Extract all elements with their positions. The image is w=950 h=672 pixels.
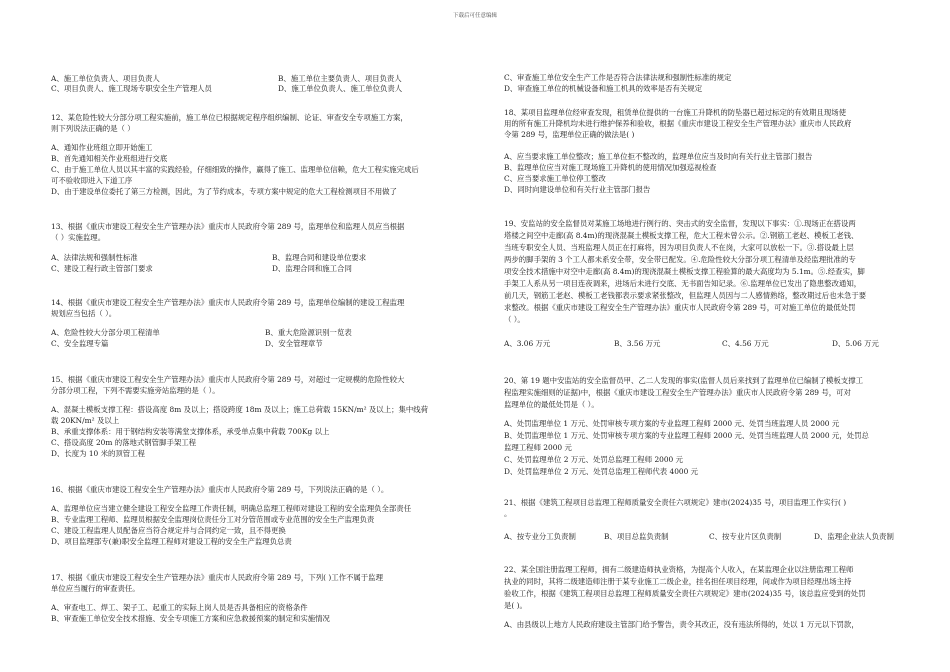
q18-option: B、监理单位应当对施工现场施工升降机的使用情况加强巡视检查 — [504, 163, 717, 172]
q13-option-d: D、监理合同和施工合同 — [272, 264, 352, 273]
q20-option: A、处罚监理单位 1 万元、处罚审核专项方案的专业监理工程师 2000 元、处罚当班监理人员 2000 元 — [504, 419, 840, 428]
q19-line: （ ）。 — [504, 315, 525, 324]
q21-option-a: A、按专业分工负责制 — [504, 532, 576, 541]
q12-option: C、由于施工单位人员以其丰富的实践经验，仔细细致的操作，赢得了施工、监理单位信赖，危大工程实施完成后 — [51, 165, 419, 174]
q20-line: 20、第 19 题中安监站的安全监督员甲、乙二人发现的事实(监督人员后来找到了监理单位已编制了模板支撑工 — [504, 376, 863, 385]
q13-line: 13、根据《重庆市建设工程安全生产管理办法》重庆市人民政府令第 289 号，监理单位和监理人员应当根据 — [51, 222, 405, 231]
q12-option: 可不验收即进入下道工序 — [51, 176, 133, 185]
q16-option: B、专业监理工程师、监理员根据安全监理岗位责任分工对分管范围或专业范围的安全生产监理负责 — [51, 515, 375, 524]
q19-line: 塔楼之间空中走廊(高 8.4m)的现浇混凝土模板支撑工程，危大工程未曾公示。②.钢筋工老赵、模板工老钱、 — [504, 231, 859, 240]
q19-line: 前几天，钢筋工老赵、模板工老钱都表示要求紧张整改，但监理人员因与二人感情熟络，整改期过后也未急于要 — [504, 291, 867, 300]
q22-line: 验收工作，根据《建筑工程项目总监理工程师质量安全责任六项规定》建市(2024)35 号，该总监应受到的处罚 — [504, 589, 866, 598]
q17-line: 17、根据《重庆市建设工程安全生产管理办法》重庆市人民政府令第 289 号，下列( )工作不属于监理 — [51, 573, 383, 582]
q17-line: 单位应当履行的审查责任。 — [51, 584, 140, 593]
q20-line: 监理单位的最低处罚是（ ）。 — [504, 400, 599, 409]
q17-option: D、审查施工单位的机械设备和施工机具的效率是否有关规定 — [504, 84, 703, 93]
q20-option: B、处罚监理单位 1 万元、处罚审核专项方案的专业监理工程师 2000 元、处罚当班监理人员 2000 元，处罚总 — [504, 431, 869, 440]
q18-line: 令第 289 号，监理单位正确的做法是( ) — [504, 130, 635, 139]
q12-option: A、通知作业班组立即开始施工 — [51, 143, 153, 152]
q14-option-b: B、重大危险源识别一览表 — [265, 328, 352, 337]
q19-option-a: A、3.06 万元 — [504, 339, 551, 348]
q15-option: D、长度为 10 米的顶管工程 — [51, 449, 145, 458]
q15-option: 载 20KN/m² 及以上 — [51, 416, 120, 425]
q15-option: A、混凝土模板支撑工程：搭设高度 8m 及以上；搭设跨度 18m 及以上；施工总荷载 15KN/m² 及以上；集中线荷 — [51, 405, 429, 414]
q11-option-a: A、施工单位负责人、项目负责人 — [51, 74, 160, 83]
q19-line: 手架工人系从另一项目连夜调来，进场后未进行交底、无书面告知记录。⑥.监理单位已发出了隐患整改通知， — [504, 279, 862, 288]
q20-option: D、处罚监理单位 2 万元、处罚总监理工程师代表 4000 元 — [504, 467, 699, 476]
q17-option: B、审查施工单位安全技术措施、安全专项施工方案和应急救援预案的制定和实施情况 — [51, 614, 330, 623]
q12-option: B、首先通知相关作业班组进行交底 — [51, 154, 168, 163]
q19-option-c: C、4.56 万元 — [722, 339, 769, 348]
q19-line: 19、安监站的安全监督员对某施工场地进行例行的、突击式的安全监督，发现以下事实：①.现场正在搭设两 — [504, 219, 856, 228]
q21-option-c: C、按专业片区负责制 — [709, 532, 782, 541]
q22-line: 22、某全国注册监理工程师，拥有二级建造师执业资格，为提高个人收入，在某监理企业以注册监理工程师 — [504, 565, 854, 574]
q19-line: 求整改。根据《重庆市建设工程安全生产管理办法》重庆市人民政府令第 289 号，可对施工单位的最低处罚 — [504, 303, 856, 312]
q21-option-b: B、项目总监负责制 — [604, 532, 669, 541]
q21-option-d: D、监理企业法人负责制 — [814, 532, 894, 541]
q22-line: 是( )。 — [504, 601, 527, 610]
q16-option: D、项目监理部专(兼)职安全监理工程师对建设工程的安全生产监理负总责 — [51, 537, 292, 546]
q20-line: 程监理实施细则的证据)中，根据《重庆市建设工程安全生产管理办法》重庆市人民政府令第 289 号，可对 — [504, 388, 851, 397]
q13-option-c: C、建设工程行政主管部门要求 — [51, 264, 153, 273]
q21-line: 21、根据《建筑工程项目总监理工程师质量安全责任六项规定》建市(2024)35 号，项目监理工作实行( ) — [504, 498, 847, 507]
q19-line: 项安全技术措施中对空中走廊(高 8.4m)的现浇混凝土模板支撑工程验算的最大高度均为 5.1m。⑤.经查实，脚 — [504, 267, 865, 276]
q16-option: C、建设工程监理人员配备应当符合规定并与合同约定一致，且不得更换 — [51, 526, 286, 535]
q16-line: 16、根据《重庆市建设工程安全生产管理办法》重庆市人民政府令第 289 号，下列说法正确的是（ ）。 — [51, 485, 389, 494]
q11-option-c: C、项目负责人、施工现场专职安全生产管理人员 — [51, 84, 212, 93]
q12-line: 则下列说法正确的是（ ） — [51, 124, 135, 133]
q16-option: A、监理单位应当建立健全建设工程安全监理工作责任制，明确总监理工程师对建设工程的安全监理负全部责任 — [51, 504, 412, 513]
q15-line: 15、根据《重庆市建设工程安全生产管理办法》重庆市人民政府令第 289 号，对超过一定规模的危险性较大 — [51, 375, 405, 384]
q13-option-b: B、监理合同和建设单位要求 — [272, 253, 367, 262]
q11-option-d: D、施工单位负责人、施工单位负责人 — [278, 84, 403, 93]
q18-option: C、应当要求施工单位停工整改 — [504, 174, 606, 183]
q17-option: A、审查电工、焊工、架子工、起重工的实际上岗人员是否具备相应的资格条件 — [51, 603, 308, 612]
q14-option-d: D、安全管理章节 — [265, 339, 323, 348]
q20-option: 监理工程师 2000 元 — [504, 443, 572, 452]
q12-option: D、由于建设单位委托了第三方检测，因此，为了节约成本，专项方案中规定的危大工程检测项目不用做了 — [51, 187, 397, 196]
q19-option-d: D、5.06 万元 — [832, 339, 879, 348]
q19-line: 两步的脚手架的 3 个工人都未系安全带，安全带已配发。④.危险性较大分部分项工程清单及经监理批准的专 — [504, 255, 856, 264]
q22-option: A、由县级以上地方人民政府建设主管部门给予警告，责令其改正，没有违法所得的，处以 1 万元以下罚款， — [504, 620, 859, 629]
q12-line: 12、某危险性较大分部分项工程实施前，施工单位已根据规定程序组织编制、论证、审查安全专项施工方案， — [51, 113, 408, 122]
q19-line: 当班专职安全人员、当班监理人员正在打麻将，因为项目负责人不在岗，大家可以放松一下。③.搭设最上层 — [504, 243, 854, 252]
q13-line: （ ）实施监理。 — [51, 233, 106, 242]
q11-option-b: B、施工单位主要负责人、项目负责人 — [278, 74, 402, 83]
q18-line: 18、某项目监理单位经审查发现，租赁单位提供的一台施工升降机的防坠器已超过标定的有效期且现场使 — [504, 108, 846, 117]
q13-option-a: A、法律法规和强制性标准 — [51, 253, 138, 262]
q14-option-c: C、安全监理专篇 — [51, 339, 109, 348]
q21-line: 。 — [504, 509, 512, 518]
q14-line: 14、根据《重庆市建设工程安全生产管理办法》重庆市人民政府令第 289 号，监理单位编制的建设工程监理 — [51, 298, 405, 307]
q17-option: C、审查施工单位安全生产工作是否符合法律法规和强制性标准的规定 — [504, 73, 732, 82]
q19-option-b: B、3.56 万元 — [614, 339, 661, 348]
q15-line: 分部分项工程，下列不需要实施旁站监理的是（ ）。 — [51, 386, 220, 395]
q15-option: B、承重支撑体系：用于钢结构安装等满堂支撑体系，承受单点集中荷载 700Kg 以上 — [51, 427, 330, 436]
q20-option: C、处罚监理单位 2 万元、处罚总监理工程师 2000 元 — [504, 455, 683, 464]
q18-option: D、同时向建设单位和有关行业主管部门报告 — [504, 185, 651, 194]
q18-line: 用的所有施工升降机均未进行维护保养和验收，根据《重庆市建设工程安全生产管理办法》重庆市人民政府 — [504, 119, 852, 128]
page-header: 下载后可任意编辑 — [452, 13, 497, 19]
q15-option: C、搭设高度 20m 的落地式钢管脚手架工程 — [51, 438, 197, 447]
q14-option-a: A、危险性较大分部分项工程清单 — [51, 328, 160, 337]
q22-line: 执业的同时，其将二级建造师注册于某专业施工二级企业，挂名担任项目经理，间或作为项目经理出场主持 — [504, 577, 852, 586]
q18-option: A、应当要求施工单位整改；施工单位拒不整改的，监理单位应当及时向有关行业主管部门报告 — [504, 152, 813, 161]
q14-line: 规划应当包括（ ）。 — [51, 309, 117, 318]
